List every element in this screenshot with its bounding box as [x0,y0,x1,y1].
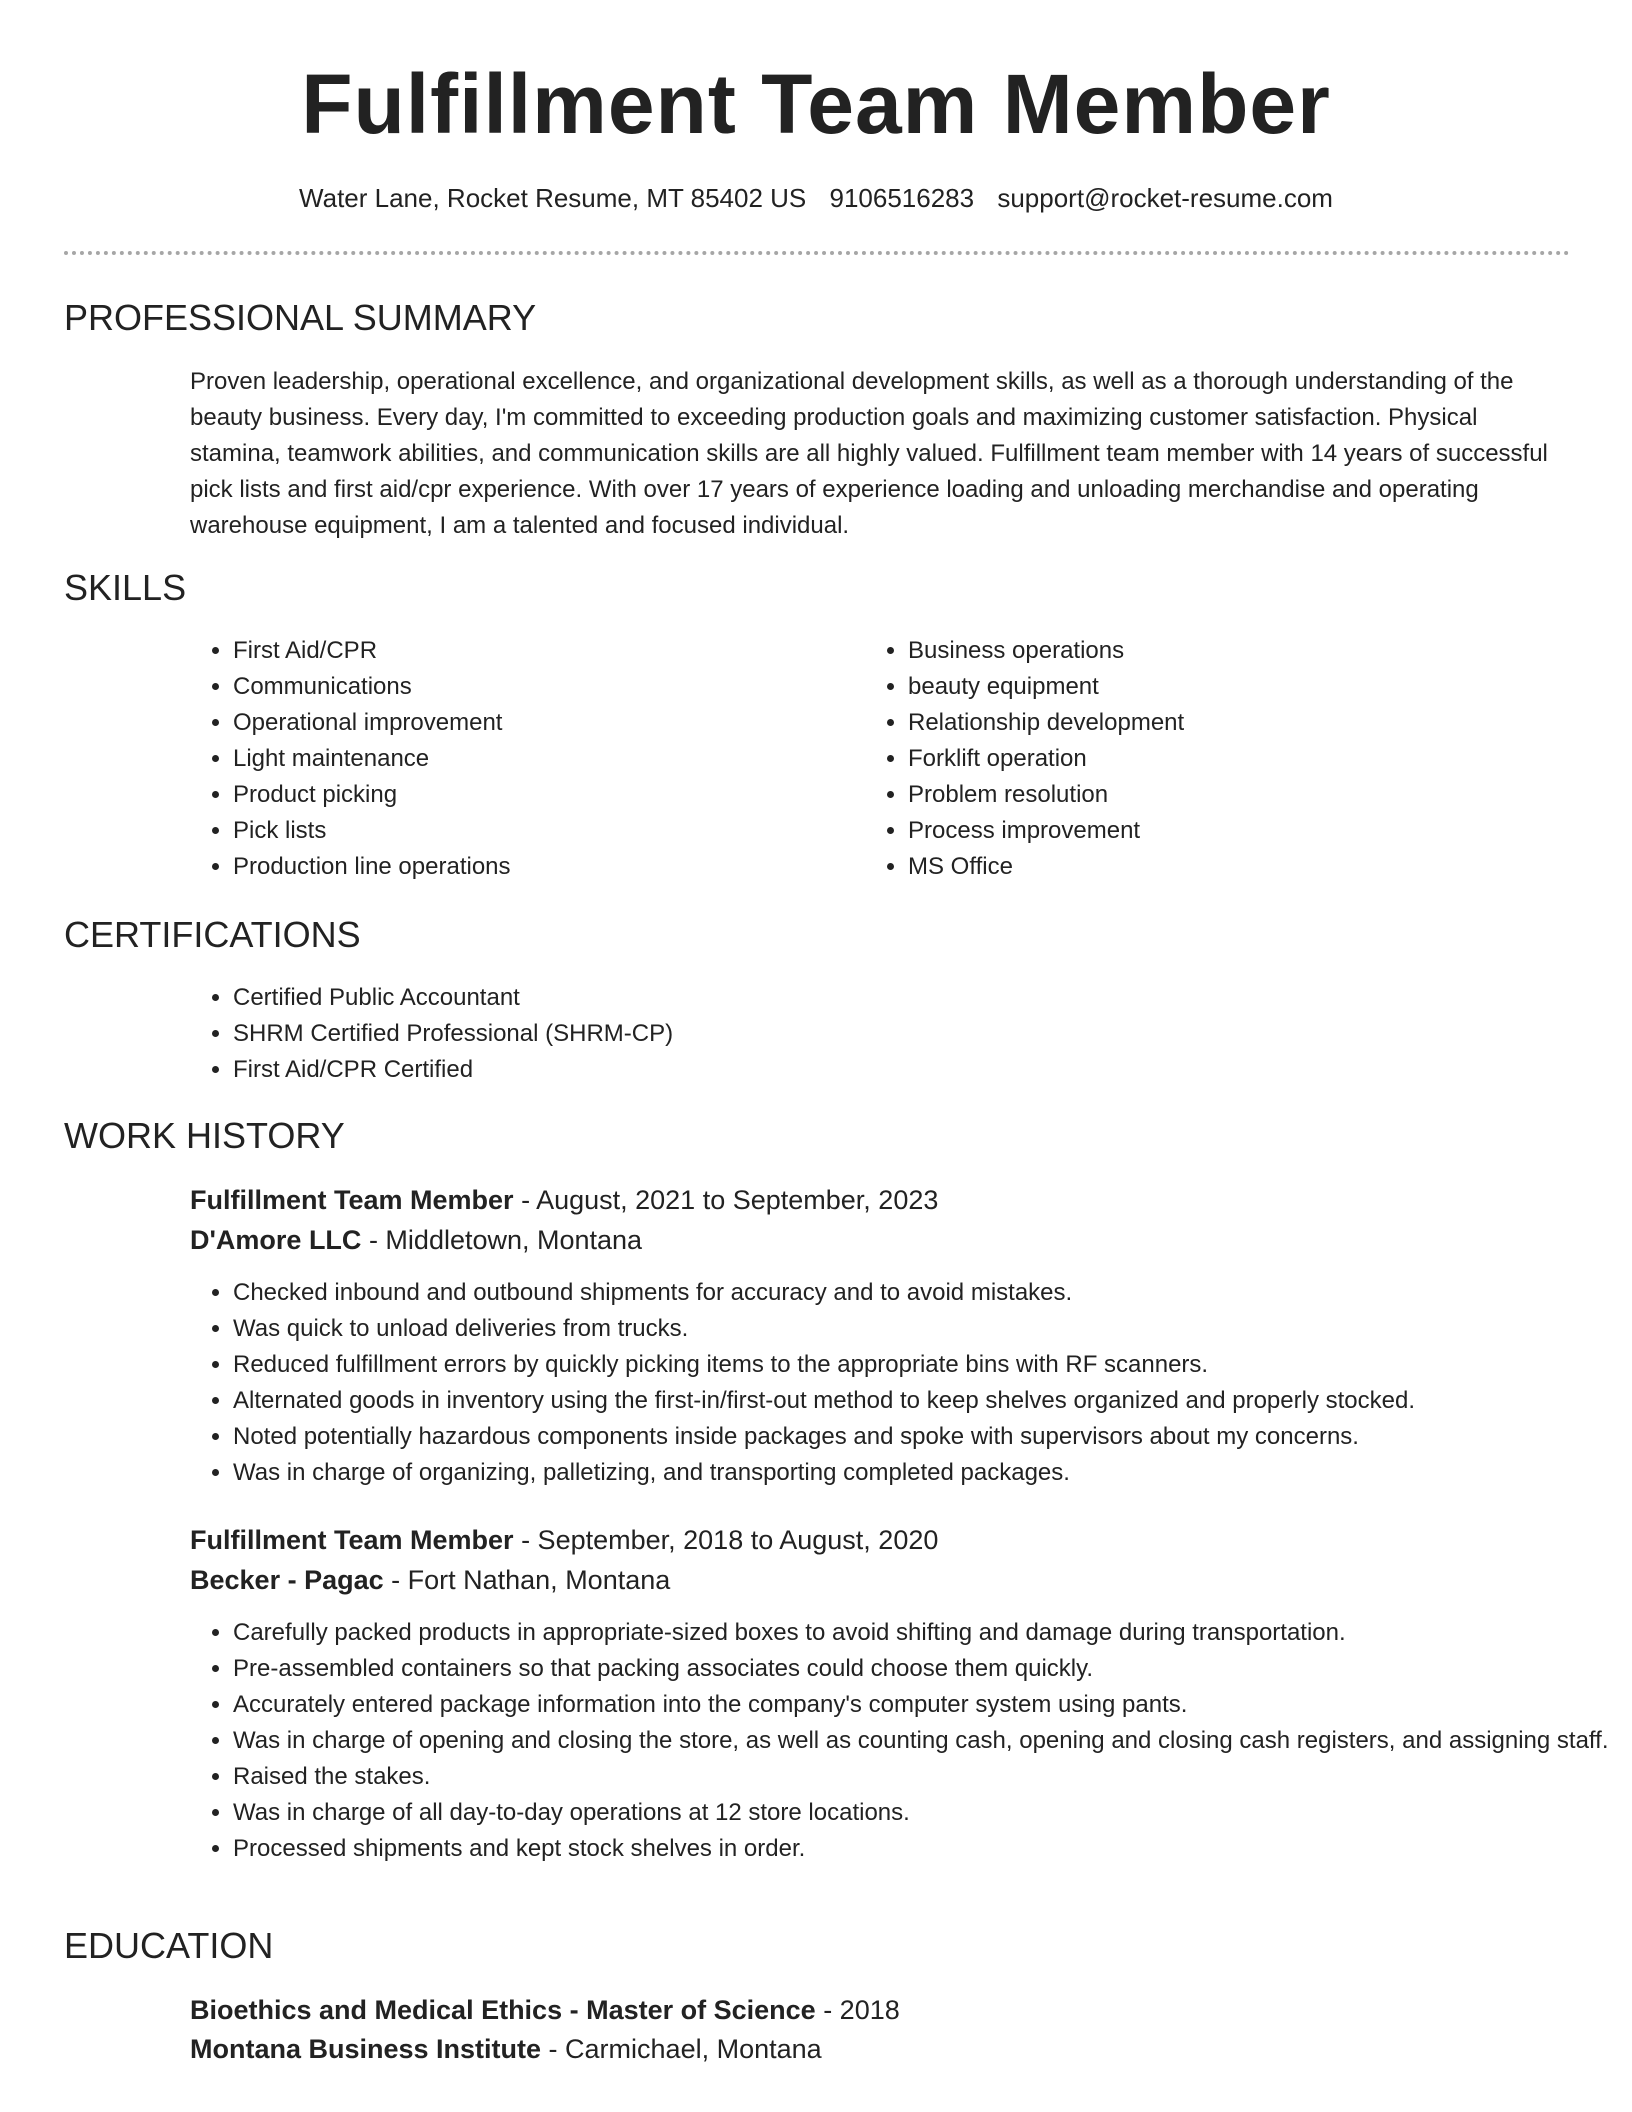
certifications-heading: CERTIFICATIONS [64,914,361,955]
education-degree: Bioethics and Medical Ethics - Master of Science [190,1995,816,2025]
job-location: - Fort Nathan, Montana [383,1565,671,1595]
skill-item: • Light maintenance [233,741,793,777]
education-year: - 2018 [815,1995,900,2025]
contact-address: Water Lane, Rocket Resume, MT 85402 US [299,183,807,213]
skill-item: • First Aid/CPR [233,633,793,669]
job-bullet: • Was in charge of organizing, palletizing, and transporting completed packages. [233,1455,1613,1491]
header-divider [64,251,1570,255]
job-dates: - August, 2021 to September, 2023 [513,1185,939,1215]
job-bullet: • Alternated goods in inventory using the first-in/first-out method to keep shelves organized and properly stocked. [233,1383,1613,1419]
job-location: - Middletown, Montana [361,1225,643,1255]
candidate-name: Fulfillment Team Member [301,57,1331,151]
contact-line [0,180,1632,216]
skill-item: • Problem resolution [908,777,1508,813]
job-dates: - September, 2018 to August, 2020 [513,1525,939,1555]
skills-list-right [865,633,1508,885]
skills-heading: SKILLS [64,567,187,608]
certification-item: • SHRM Certified Professional (SHRM-CP) [233,1016,1533,1052]
summary-heading: PROFESSIONAL SUMMARY [64,297,537,338]
skill-item: • MS Office [908,849,1508,885]
job-bullet: • Carefully packed products in appropriate-sized boxes to avoid shifting and damage during transportation. [233,1615,1613,1651]
skill-item: • Business operations [908,633,1508,669]
job-company: Becker - Pagac [190,1565,384,1595]
contact-phone: 9106516283 [829,183,975,213]
job-bullet: • Pre-assembled containers so that packing associates could choose them quickly. [233,1651,1613,1687]
job-company: D'Amore LLC [190,1225,362,1255]
job-company-line [190,1561,670,1599]
job-bullet: • Was in charge of opening and closing the store, as well as counting cash, opening and closing cash registers, and assigning staff. [233,1723,1613,1759]
job-role: Fulfillment Team Member [190,1525,514,1555]
summary-text: Proven leadership, operational excellence, and organizational development skills, as well as a thorough understanding of the beauty business. Every day, I'm committed to exceeding production goals and maximizing customer satisfaction. Physical stamina, teamwork abilities, and communication skills are all highly valued. Fulfillment team member with 14 years of successful pick lists and first aid/cpr experience. With over 17 years of experience loading and unloading merchandise and operating warehouse equipment, I am a talented and focused individual. [190,368,1548,539]
job-bullets [190,1615,1613,1867]
skill-item: • Forklift operation [908,741,1508,777]
skill-item: • Product picking [233,777,793,813]
job-bullet: • Noted potentially hazardous components inside packages and spoke with supervisors about my concerns. [233,1419,1613,1455]
skill-item: • Relationship development [908,705,1508,741]
job-role: Fulfillment Team Member [190,1185,514,1215]
education-location: - Carmichael, Montana [541,2034,822,2064]
education-degree-line [190,1991,900,2029]
job-title-line [190,1181,938,1219]
job-bullet: • Checked inbound and outbound shipments for accuracy and to avoid mistakes. [233,1275,1613,1311]
job-bullet: • Was in charge of all day-to-day operations at 12 store locations. [233,1795,1613,1831]
skill-item: • Pick lists [233,813,793,849]
certification-item: • First Aid/CPR Certified [233,1052,1533,1088]
education-school-line [190,2030,822,2068]
job-bullet: • Processed shipments and kept stock shelves in order. [233,1831,1613,1867]
skill-item: • Communications [233,669,793,705]
certifications-list [190,980,1533,1088]
job-bullet: • Accurately entered package information into the company's computer system using pants. [233,1687,1613,1723]
job-bullets [190,1275,1613,1491]
skills-list-left [190,633,793,885]
job-bullet: • Reduced fulfillment errors by quickly picking items to the appropriate bins with RF scanners. [233,1347,1613,1383]
job-company-line [190,1221,642,1259]
skill-item: • Process improvement [908,813,1508,849]
work-history-heading: WORK HISTORY [64,1115,345,1156]
skill-item: • Production line operations [233,849,793,885]
contact-email: support@rocket-resume.com [997,183,1333,213]
certification-item: • Certified Public Accountant [233,980,1533,1016]
education-school: Montana Business Institute [190,2034,542,2064]
education-heading: EDUCATION [64,1925,274,1966]
skill-item: • beauty equipment [908,669,1508,705]
job-bullet: • Was quick to unload deliveries from trucks. [233,1311,1613,1347]
job-bullet: • Raised the stakes. [233,1759,1613,1795]
job-title-line [190,1521,938,1559]
skill-item: • Operational improvement [233,705,793,741]
